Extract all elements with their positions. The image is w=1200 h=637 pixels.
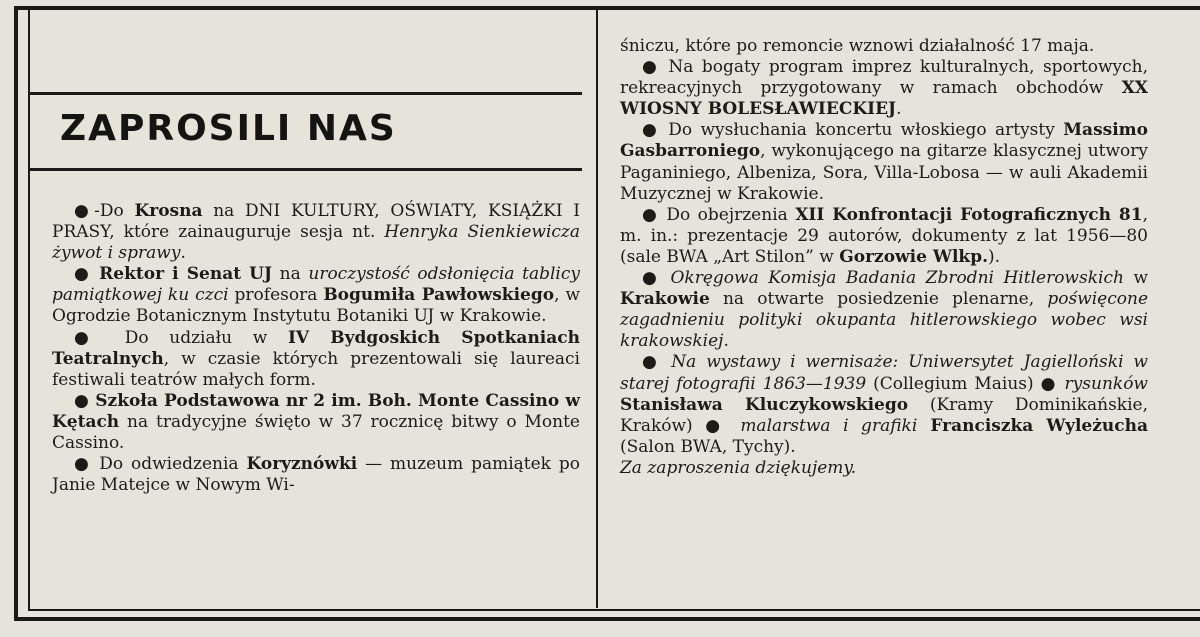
announcement-item bbox=[52, 328, 580, 391]
text-run: Henryka Sienkiewicza żywot i sprawy bbox=[52, 222, 580, 264]
text-run: XX WIOSNY BOLESŁAWIECKIEJ bbox=[620, 78, 1148, 120]
announcement-item bbox=[620, 57, 1148, 120]
bullet-icon: ● bbox=[74, 327, 105, 348]
text-run: Bogumiła Pawłowskiego bbox=[323, 285, 555, 306]
bullet-icon: ● bbox=[642, 352, 662, 373]
page-heading: ZAPROSILI NAS bbox=[60, 108, 397, 149]
text-run: . bbox=[896, 99, 902, 120]
text-run: na otwarte posiedzenie plenarne, bbox=[709, 289, 1048, 310]
text-run: , w Ogrodzie Botanicznym Instytutu Botaniki UJ w Krakowie. bbox=[52, 285, 581, 327]
announcement-item bbox=[52, 201, 580, 264]
text-run: poświęcone zagadnieniu polityki okupanta hitlerowskiego wobec wsi krakowskiej bbox=[620, 289, 1148, 352]
text-run: , w czasie których prezentowali się laureaci festiwali teatrów małych form. bbox=[52, 348, 580, 390]
text-run: na tradycyjne święto w 37 rocznicę bitwy o Monte Cassino. bbox=[52, 411, 580, 454]
bullet-icon: ● bbox=[74, 201, 95, 221]
text-run: Szkoła Podstawowa nr 2 im. Boh. Monte Cassino w Kętach bbox=[52, 390, 580, 432]
text-run: Do udziału w bbox=[104, 327, 288, 348]
frame-bottom-rule bbox=[14, 617, 1200, 621]
text-run: Do obejrzenia bbox=[658, 204, 796, 225]
announcement-item bbox=[620, 36, 1148, 57]
announcement-item bbox=[620, 120, 1148, 204]
text-run: Massimo Gasbarroniego bbox=[620, 120, 1148, 162]
inner-bottom-rule bbox=[28, 609, 1200, 611]
text-run: Okręgowa Komisja Badania Zbrodni Hitlerowskich bbox=[660, 268, 1124, 289]
text-run: Krosna bbox=[134, 201, 203, 221]
bullet-icon: ● bbox=[642, 204, 659, 225]
frame-left-rule bbox=[14, 6, 18, 621]
text-run: — muzeum pamiątek po Janie Matejce w Nowym Wi- bbox=[52, 454, 580, 496]
text-run: Na bogaty program imprez kulturalnych, sportowych, rekreacyjnych przygotowany w ramach obchodów bbox=[620, 57, 1149, 99]
text-run: , m. in.: prezentacje 29 autorów, dokumenty z lat 1956—80 (sale BWA „Art Stilon” w bbox=[620, 204, 1148, 267]
announcement-item bbox=[52, 454, 580, 496]
text-run: . bbox=[180, 243, 186, 264]
text-run: (Salon BWA, Tychy). bbox=[620, 436, 796, 457]
bullet-icon: ● bbox=[74, 264, 92, 285]
text-run: Do wysłuchania koncertu włoskiego artysty bbox=[659, 120, 1064, 141]
bullet-icon: ● bbox=[642, 120, 660, 141]
announcement-item bbox=[52, 264, 580, 327]
text-run: Na wystawy i wernisaże: Uniwersytet Jagielloński w starej fotografii 1863—1939 bbox=[620, 352, 1148, 394]
left-column bbox=[52, 201, 580, 496]
text-run: na bbox=[272, 264, 309, 285]
text-run: Franciszka Wyleżucha bbox=[917, 415, 1148, 436]
text-run: rysunków bbox=[1064, 373, 1148, 394]
text-run: (Kramy Dominikańskie, Kraków) bbox=[620, 394, 1149, 436]
bullet-icon: ● bbox=[642, 57, 660, 78]
text-run: -Do bbox=[94, 201, 135, 221]
text-run: profesora bbox=[228, 285, 324, 306]
bullet-icon: ● bbox=[74, 390, 90, 411]
text-run: ● bbox=[705, 415, 741, 436]
right-column bbox=[620, 36, 1148, 479]
announcement-item bbox=[620, 205, 1148, 268]
heading-top-rule bbox=[30, 92, 582, 95]
text-run: . bbox=[723, 331, 729, 352]
frame-top-rule bbox=[14, 6, 1200, 10]
text-run: Rektor i Senat UJ bbox=[91, 264, 273, 285]
text-run: uroczystość odsłonięcia tablicy pamiątkowej ku czci bbox=[52, 264, 580, 306]
text-run: IV Bydgoskich Spotkaniach Teatralnych bbox=[52, 327, 580, 369]
announcement-item bbox=[52, 391, 580, 454]
closing-thanks: Za zaproszenia dziękujemy. bbox=[620, 457, 857, 478]
bullet-icon: ● bbox=[74, 454, 92, 475]
column-divider bbox=[596, 10, 598, 608]
text-run: Koryznówki bbox=[246, 454, 358, 475]
text-run: ). bbox=[988, 246, 1001, 267]
bullet-icon: ● bbox=[642, 268, 661, 289]
text-run: , wykonującego na gitarze klasycznej utwory Paganiniego, Albeniza, Sora, Villa-Lobosa — w auli Akademii Muzycznej w Krakowie. bbox=[620, 141, 1148, 204]
text-run: w bbox=[1123, 268, 1148, 289]
text-run: XII Konfrontacji Fotograficznych 81 bbox=[795, 204, 1143, 225]
text-run: ● bbox=[1040, 373, 1065, 394]
heading-bottom-rule bbox=[30, 168, 582, 171]
text-run: Do odwiedzenia bbox=[91, 454, 247, 475]
inner-left-rule bbox=[28, 6, 30, 611]
text-run: Stanisława Kluczykowskiego bbox=[620, 394, 909, 415]
text-run: malarstwa i grafiki bbox=[740, 415, 918, 436]
text-run: śniczu, które po remoncie wznowi działalność 17 maja. bbox=[620, 36, 1095, 56]
announcement-item bbox=[620, 352, 1148, 457]
text-run: Gorzowie Wlkp. bbox=[839, 246, 989, 267]
text-run: (Collegium Maius) bbox=[866, 373, 1041, 394]
text-run: na DNI KULTURY, OŚWIATY, KSIĄŻKI I PRASY, które zainauguruje sesja nt. bbox=[52, 201, 580, 243]
announcement-item bbox=[620, 268, 1148, 352]
text-run: Krakowie bbox=[620, 289, 710, 310]
